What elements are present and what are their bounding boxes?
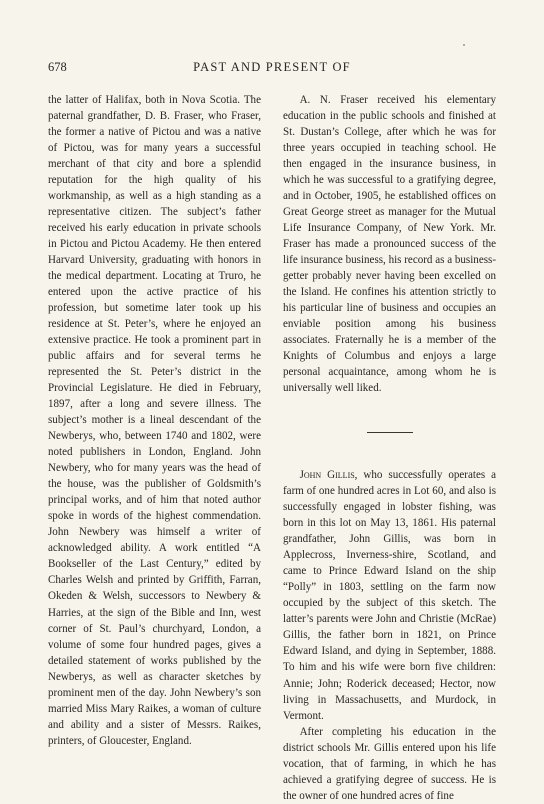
section-divider: [367, 432, 413, 433]
left-column: [48, 92, 261, 749]
page-number: 678: [48, 60, 67, 74]
gillis-name: John Gillis,: [299, 469, 358, 482]
fraser-family-paragraph: the latter of Halifax, both in Nova Scotia. The paternal grandfather, D. B. Fraser, who Fraser, the former a native of Pictou and was a native of Pictou, was for many years a successful merchant of that city and bore a splendid reputation for the high quality of his workmanship, as well as a high standing as a representative citizen. The subject’s father received his early education in private schools in Pictou and Pictou Academy. He then entered Harvard University, graduating with honors in the medical department. Locating at Truro, he entered upon the active practice of his profession, but sometime later took up his residence at St. Peter’s, where he enjoyed an extensive practice. He took a prominent part in public affairs and for several terms he represented the St. Peter’s district in the Provincial Legislature. He died in February, 1897, after a long and severe illness. The subject’s mother is a lineal descendant of the Newberys, who, between 1740 and 1802, were noted publishers in London, England. John Newbery, who for many years was the head of the house, was the publisher of Goldsmith’s principal works, and of him that noted author spoke in words of the highest commendation. John Newbery was himself a writer of acknowledged ability. A work entitled “A Bookseller of the Last Century,” edited by Charles Welsh and printed by Griffith, Farran, Okeden & Welsh, successors to Newbery & Harries, at the sign of the Bible and Inn, west corner of St. Paul’s churchyard, London, a volume of some four hundred pages, gives a detailed statement of works published by the Newberys, as well as character sketches by prominent men of the day. John Newbery’s son married Miss Mary Raikes, a woman of culture and ability and a sister of Messrs. Raikes, printers, of Gloucester, England.: [48, 94, 261, 747]
gillis-career-paragraph: After completing his education in the district schools Mr. Gillis entered upon his life vocation, that of farming, in which he has achieved a gratifying degree of success. He is the owner of one hundred acres of fine: [283, 725, 496, 802]
page-header: [48, 60, 496, 76]
gillis-intro-paragraph: [283, 467, 496, 723]
running-title: PAST AND PRESENT OF: [193, 60, 351, 74]
right-column: [283, 92, 496, 804]
gillis-intro-text: who successfully operates a farm of one hundred acres in Lot 60, and also is successfully engaged in lobster fishing, was born in this lot on May 13, 1861. His paternal grandfather, John Gillis, was born in Applecross, Inverness-shire, Scotland, and came to Prince Edward Island on the ship “Polly” in 1803, settling on the farm now occupied by the subject of this sketch. The latter’s parents were John and Christie (McRae) Gillis, the father born in 1821, on Prince Edward Island, and dying in September, 1888. To him and his wife were born five children: Annie; John; Roderick deceased; Hector, now living in Massachusetts, and Murdock, in Vermont.: [283, 469, 496, 722]
fraser-career-paragraph: A. N. Fraser received his elementary education in the public schools and finished at St. Dustan’s College, after which he was for three years occupied in teaching school. He then engaged in the insurance business, in which he was successful to a gratifying degree, and in October, 1905, he established offices on Great George street as manager for the Mutual Life Insurance Company, of New York. Mr. Fraser has made a pronounced success of the life insurance business, his record as a business-getter probably never having been excelled on the Island. He confines his attention strictly to his particular line of business and occupies an enviable position among his business associates. Fraternally he is a member of the Knights of Columbus and enjoys a large personal acquaintance, among whom he is universally well liked.: [283, 94, 496, 395]
paper-speck: [463, 44, 465, 46]
